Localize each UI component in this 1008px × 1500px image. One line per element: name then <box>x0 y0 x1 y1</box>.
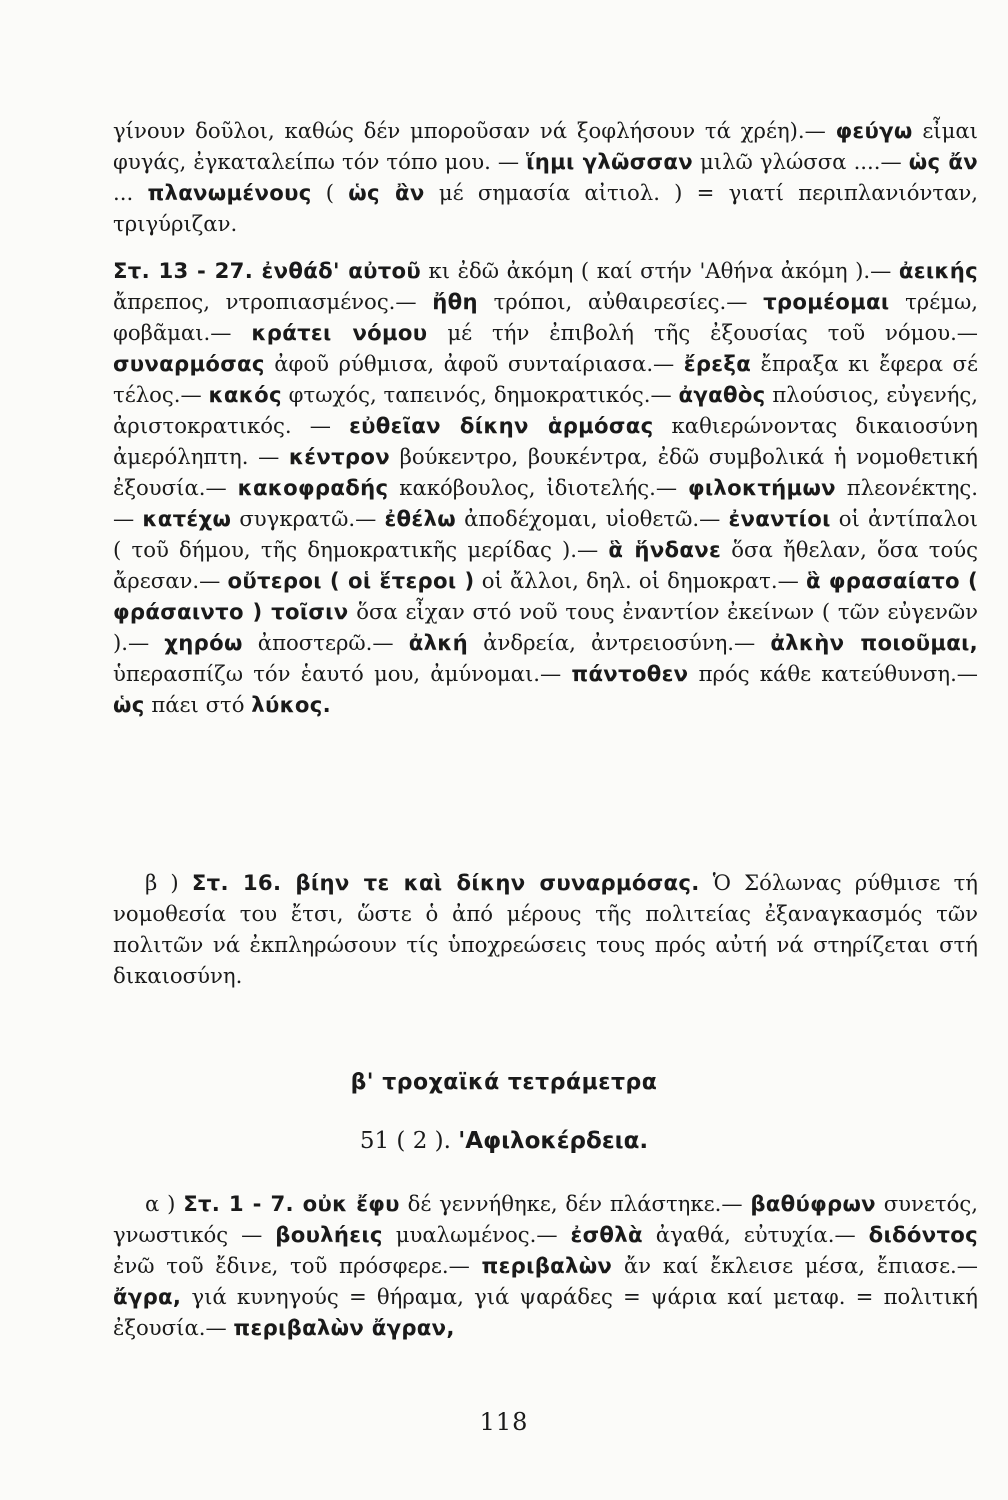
gloss-text: γιά κυνηγούς = θήραμα, γιά ψαράδες = ψάρια καί μεταφ. = πολιτική ἐξουσία.— <box>113 1284 978 1340</box>
gloss-text: καθιερώνοντας δικαιοσύνη ἀμερόληπτη. — <box>113 413 978 469</box>
lemma-term: χηρόω <box>164 630 243 655</box>
gloss-text: ἔπραξα κι ἔφερα σέ τέλος.— <box>113 351 978 407</box>
lemma-term: βαθύφρων <box>750 1191 876 1216</box>
lemma-term: ἀεικής <box>898 258 978 283</box>
paragraph-2 <box>113 255 978 720</box>
lemma-term: φιλοκτήμων <box>688 475 836 500</box>
paragraph-4 <box>113 1188 978 1343</box>
gloss-text: ἀνδρεία, ἀντρειοσύνη.— <box>468 630 771 655</box>
lemma-term: κακός <box>208 382 282 407</box>
lemma-term: κακοφραδής <box>237 475 389 500</box>
gloss-text: γίνουν δοῦλοι, καθώς δέν μποροῦσαν νά ξοφλήσουν τά χρέη).— <box>113 118 836 143</box>
lemma-term: κατέχω <box>142 506 232 531</box>
gloss-text: ἄν καί ἔκλεισε μέσα, ἔπιασε.— <box>612 1253 978 1278</box>
gloss-text: ὅσα ἤθελαν, ὅσα τούς ἄρεσαν.— <box>113 537 978 593</box>
lemma-term: φεύγω <box>835 118 913 143</box>
gloss-text: μέ τήν ἐπιβολή τῆς ἐξουσίας τοῦ νόμου.— <box>427 320 978 345</box>
lemma-term: ἀλκὴν ποιοῦμαι, <box>770 630 978 655</box>
gloss-text: πάει στό <box>144 692 252 717</box>
lemma-term: οὔτεροι ( οἱ ἕτεροι ) <box>227 568 475 593</box>
lemma-term: ἔρεξα <box>683 351 752 376</box>
lemma-term: ἐσθλὰ <box>570 1222 643 1247</box>
lemma-term: βουλήεις <box>275 1222 383 1247</box>
lemma-term: εὐθεῖαν δίκην ἁρμόσας <box>349 413 654 438</box>
lemma-term: ὡς ἄν <box>908 149 978 174</box>
poem-title: 'Αφιλοκέρδεια. <box>458 1128 649 1154</box>
lemma-term: συναρμόσας <box>113 351 265 376</box>
lemma-term: ὡς ἂν <box>348 180 425 205</box>
gloss-text: δέ γεννήθηκε, δέν πλάστηκε.— <box>399 1191 751 1216</box>
gloss-text: ὑπερασπίζω τόν ἑαυτό μου, ἀμύνομαι.— <box>113 661 572 686</box>
gloss-text: μέ σημασία αἰτιολ. ) = γιατί περιπλανιόνταν, τριγύριζαν. <box>113 180 978 236</box>
lemma-term: Στ. 16. βίην τε καὶ δίκην συναρμόσας. <box>191 870 700 895</box>
lemma-term: ἵημι γλῶσσαν <box>526 149 693 174</box>
gloss-text: ἀποδέχομαι, υἱοθετῶ.— <box>455 506 729 531</box>
lemma-term: ὡς <box>113 692 145 717</box>
section-heading: β' τροχαϊκά τετράμετρα <box>350 1070 658 1095</box>
gloss-text: ( <box>311 180 349 205</box>
page-number: 118 <box>479 1408 529 1436</box>
gloss-text: τρόποι, αὐθαιρεσίες.— <box>477 289 764 314</box>
gloss-text: ἄπρεπος, ντροπιασμένος.— <box>113 289 433 314</box>
gloss-text: συνετός, γνωστικός — <box>113 1191 978 1247</box>
gloss-text: τρέμω, φοβᾶμαι.— <box>113 289 979 345</box>
lemma-term: ἐναντίοι <box>728 506 831 531</box>
lemma-term: πάντοθεν <box>571 661 689 686</box>
poem-heading <box>0 1128 1008 1154</box>
lemma-term: ἄγρα, <box>113 1284 182 1309</box>
gloss-text: μυαλωμένος.— <box>382 1222 571 1247</box>
lemma-term: Στ. 1 - 7. οὐκ ἔφυ <box>183 1191 400 1216</box>
lemma-term: ἃ φρασαίατο ( φράσαιντο ) τοῖσιν <box>113 568 978 624</box>
gloss-text: πλεονέκτης.— <box>113 475 978 531</box>
gloss-text: βούκεντρο, βουκέντρα, ἐδῶ συμβολικά ἡ νομοθετική ἐξουσία.— <box>113 444 978 500</box>
lemma-term: ἤθη <box>432 289 478 314</box>
poem-number: 51 ( 2 ). <box>359 1128 451 1154</box>
lemma-term: ἀλκή <box>408 630 469 655</box>
gloss-text: εἶμαι φυγάς, ἐγκαταλείπω τόν τόπο μου. — <box>113 118 978 174</box>
gloss-text: α ) <box>145 1191 184 1216</box>
gloss-text: ἐνῶ τοῦ ἔδινε, τοῦ πρόσφερε.— <box>113 1253 482 1278</box>
lemma-term: κράτει νόμου <box>251 320 428 345</box>
lemma-term: διδόντος <box>868 1222 978 1247</box>
gloss-text: κακόβουλος, ἰδιοτελής.— <box>388 475 688 500</box>
gloss-text: οἱ ἄλλοι, δηλ. οἱ δημοκρατ.— <box>474 568 806 593</box>
gloss-text: Ὁ Σόλωνας ρύθμισε τή νομοθεσία του ἔτσι, ὥστε ὁ ἀπό μέρους τῆς πολιτείας ἐξαναγκασμός τῶν πολιτῶν νά ἐκπληρώσουν τίς ὑποχρεώσεις τους πρός αὐτή νά στηρίζεται στή δικαιοσύνη. <box>113 870 978 988</box>
gloss-text: κι ἐδῶ ἀκόμη ( καί στήν 'Αθήνα ἀκόμη ).— <box>420 258 899 283</box>
gloss-text: β ) <box>145 870 192 895</box>
lemma-term: πλανωμένους <box>147 180 312 205</box>
gloss-text: ὅσα εἶχαν στό νοῦ τους ἐναντίον ἐκείνων ( τῶν εὐγενῶν ).— <box>113 599 978 655</box>
gloss-text: ἀφοῦ ρύθμισα, ἀφοῦ συνταίριασα.— <box>264 351 684 376</box>
lemma-term: τρομέομαι <box>763 289 890 314</box>
gloss-text: συγκρατῶ.— <box>231 506 385 531</box>
gloss-text: πλούσιος, εὐγενής, ἀριστοκρατικός. — <box>113 382 979 438</box>
lemma-term: κέντρον <box>288 444 390 469</box>
lemma-term: Στ. 13 - 27. ἐνθάδ' αὐτοῦ <box>113 258 421 283</box>
lemma-term: ἀγαθὸς <box>678 382 766 407</box>
commentary-block-1 <box>113 115 978 720</box>
gloss-text: πρός κάθε κατεύθυνση.— <box>688 661 978 686</box>
paragraph-3 <box>113 867 978 991</box>
gloss-text: μιλῶ γλώσσα ....— <box>692 149 909 174</box>
gloss-text: ἀγαθά, εὐτυχία.— <box>642 1222 869 1247</box>
lemma-term: λύκος. <box>251 692 331 717</box>
gloss-text: ... <box>113 180 148 205</box>
lemma-term: περιβαλὼν <box>481 1253 613 1278</box>
commentary-block-2 <box>113 867 978 991</box>
gloss-text: ἀποστερῶ.— <box>242 630 409 655</box>
gloss-text: οἱ ἀντίπαλοι ( τοῦ δήμου, τῆς δημοκρατικῆς μερίδας ).— <box>113 506 978 562</box>
gloss-text: φτωχός, ταπεινός, δημοκρατικός.— <box>281 382 679 407</box>
paragraph-1 <box>113 115 978 239</box>
lemma-term: ἃ ἥνδανε <box>608 537 722 562</box>
lemma-term: ἐθέλω <box>384 506 456 531</box>
lemma-term: περιβαλὼν ἄγραν, <box>233 1315 455 1340</box>
commentary-block-3 <box>113 1188 978 1343</box>
